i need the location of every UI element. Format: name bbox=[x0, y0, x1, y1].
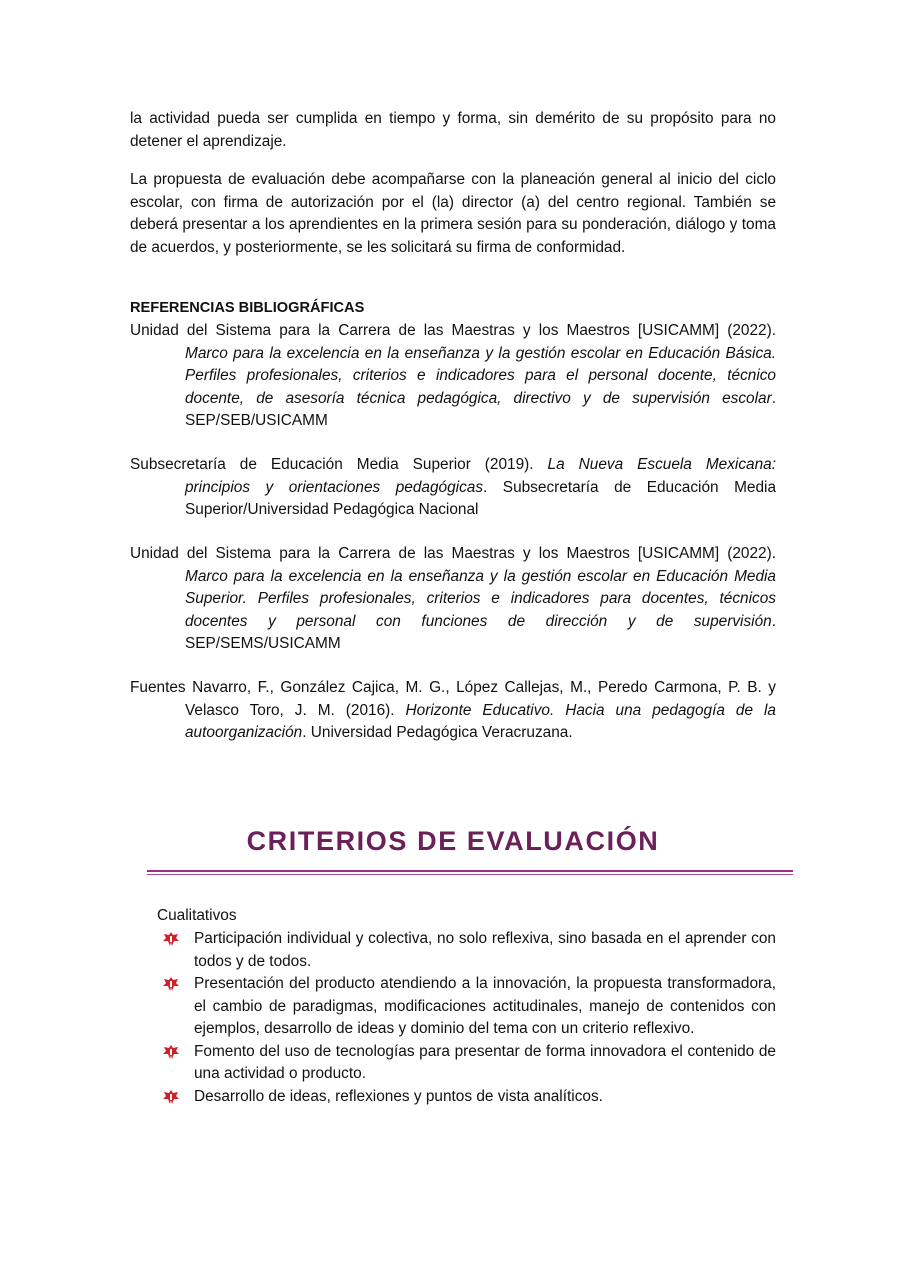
reference-publisher: . SEP/SEB/USICAMM bbox=[185, 389, 776, 429]
reference-continuation bbox=[130, 566, 776, 656]
reference-title: Marco para la excelencia en la enseñanza y la gestión escolar en Educación Media Superior. Perfiles profesionales, criterios e indicadores para docentes, técnicos docentes y personal con funciones de dirección y de supervisión bbox=[185, 567, 776, 630]
criteria-list bbox=[160, 928, 776, 1108]
list-item bbox=[160, 1086, 776, 1109]
list-item bbox=[160, 1041, 776, 1086]
reference-publisher: . Universidad Pedagógica Veracruzana. bbox=[302, 724, 573, 741]
red-emblem-bullet-icon bbox=[163, 1090, 179, 1104]
reference-first-line: Fuentes Navarro, F., González Cajica, M. G., López Callejas, M., Peredo Carmona, P. B. y bbox=[130, 679, 776, 696]
criteria-text: Presentación del producto atendiendo a la innovación, la propuesta transformadora, el cambio de paradigmas, modificaciones actitudinales, manejo de contenidos con ejemplos, desarrollo de ideas y dominio del tema con un criterio reflexivo. bbox=[194, 975, 776, 1037]
criteria-text: Fomento del uso de tecnologías para presentar de forma innovadora el contenido de una actividad o producto. bbox=[194, 1042, 776, 1082]
list-item bbox=[160, 928, 776, 973]
reference-first-line: Unidad del Sistema para la Carrera de las Maestras y los Maestros [USICAMM] (2022). bbox=[130, 322, 776, 339]
red-emblem-bullet-icon bbox=[163, 1045, 179, 1059]
reference-title: Marco para la excelencia en la enseñanza y la gestión escolar en Educación Básica. Perfiles profesionales, criterios e indicadores para el personal docente, técnico docente, de asesoría técnica pedagógica, directivo y de supervisión escolar bbox=[185, 344, 776, 407]
red-emblem-bullet-icon bbox=[163, 932, 179, 946]
title-underline-thin bbox=[147, 874, 793, 875]
paragraph-activity: la actividad pueda ser cumplida en tiempo y forma, sin demérito de su propósito para no detener el aprendizaje. bbox=[130, 110, 776, 150]
reference-title-start: La Nueva Escuela Mexicana: bbox=[547, 456, 776, 473]
red-emblem-bullet-icon bbox=[163, 977, 179, 991]
reference-title: principios y orientaciones pedagógicas bbox=[185, 478, 484, 496]
reference-publisher: . Subsecretaría de Educación Media Superior/Universidad Pedagógica Nacional bbox=[185, 478, 777, 518]
title-underline bbox=[147, 870, 793, 872]
criteria-text: Participación individual y colectiva, no solo reflexiva, sino basada en el aprender con todos y de todos. bbox=[194, 930, 776, 970]
reference-continuation bbox=[130, 700, 776, 745]
references-heading: REFERENCIAS BIBLIOGRÁFICAS bbox=[130, 300, 365, 316]
reference-item bbox=[130, 454, 776, 522]
paragraph-evaluation-proposal: La propuesta de evaluación debe acompañarse con la planeación general al inicio del ciclo escolar, con firma de autorización por el (la) director (a) del centro regional. También se deberá presentar a los aprendientes en la primera sesión para su ponderación, diálogo y toma de acuerdos, y posteriormente, se les solicitará su firma de conformidad. bbox=[130, 171, 776, 256]
reference-item bbox=[130, 320, 776, 433]
criteria-text: Desarrollo de ideas, reflexiones y puntos de vista analíticos. bbox=[194, 1087, 603, 1105]
reference-first-line bbox=[130, 454, 776, 477]
reference-item bbox=[130, 677, 776, 745]
reference-first-line: Unidad del Sistema para la Carrera de las Maestras y los Maestros [USICAMM] (2022). bbox=[130, 545, 776, 562]
reference-continuation bbox=[130, 343, 776, 433]
list-item bbox=[160, 973, 776, 1041]
reference-author-cont: Velasco Toro, J. M. (2016). bbox=[185, 701, 406, 719]
criteria-subtitle: Cualitativos bbox=[157, 907, 237, 924]
reference-item bbox=[130, 543, 776, 656]
reference-publisher: . SEP/SEMS/USICAMM bbox=[185, 612, 776, 652]
reference-title: Horizonte Educativo. Hacia una pedagogía de la autoorganización bbox=[185, 701, 776, 741]
reference-author: Subsecretaría de Educación Media Superior (2019). bbox=[130, 456, 534, 473]
section-title: CRITERIOS DE EVALUACIÓN bbox=[246, 826, 660, 856]
reference-continuation bbox=[130, 477, 776, 522]
